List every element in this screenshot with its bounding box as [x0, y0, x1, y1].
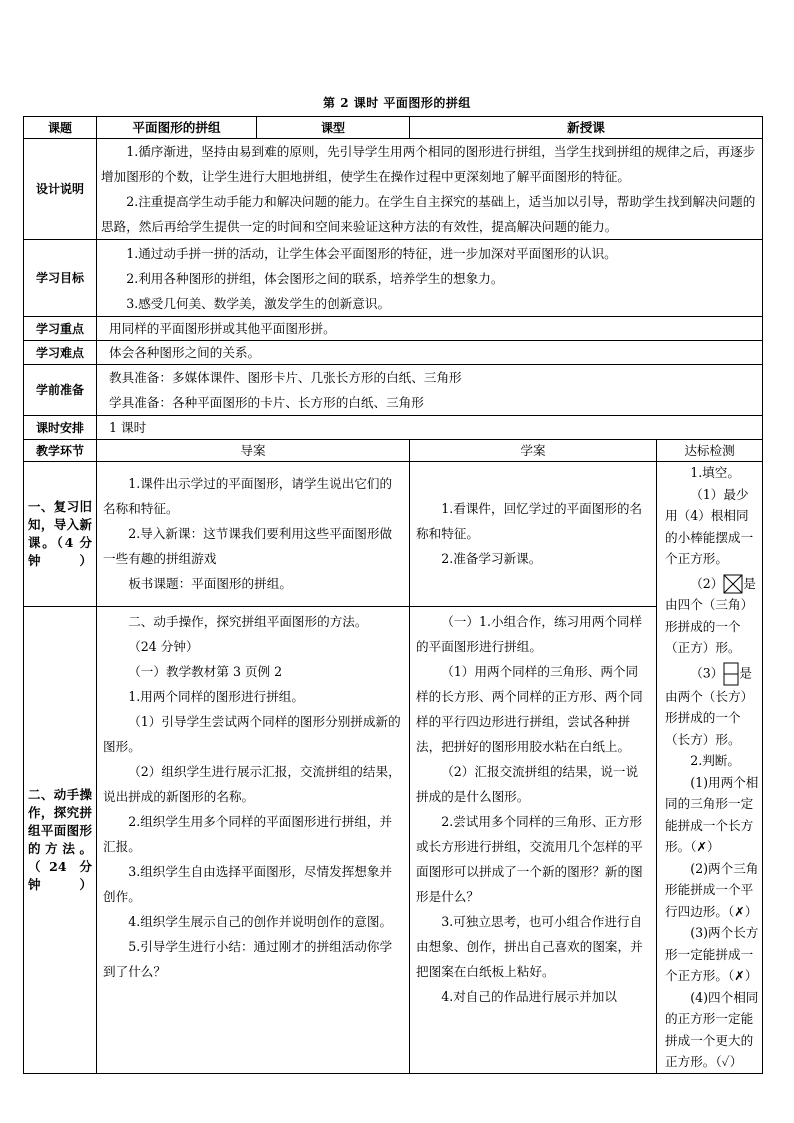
goals-row — [24, 240, 763, 317]
goals-label: 学习目标 — [24, 240, 97, 317]
column-header-row — [24, 440, 763, 462]
header-type-label: 课型 — [257, 117, 410, 139]
judge-title: 2.判断。 — [690, 753, 740, 768]
stage-2-study-line: 3.可独立思考，也可小组合作进行自由想象、创作，拼出自己喜欢的图案，并把图案在白纸板上粘好。 — [416, 913, 643, 979]
stage-2-guide-line: （24 分钟） — [128, 638, 199, 654]
column-header-study: 学案 — [410, 440, 657, 462]
goal-item: 3.感受几何美、数学美，激发学生的创新意识。 — [126, 295, 391, 311]
header-topic-label: 课题 — [24, 117, 97, 139]
goal-item: 2.利用各种图形的拼组，体会图形之间的联系，培养学生的想象力。 — [126, 270, 504, 286]
difficulty-row — [24, 341, 763, 365]
key-point-text: 用同样的平面图形拼或其他平面图形拼。 — [97, 317, 763, 341]
teacher-materials: 教具准备：多媒体课件、图形卡片、几张长方形的白纸、三角形 — [109, 370, 462, 385]
stage-1-row — [24, 462, 763, 607]
fill-question-3-prefix: （3） — [690, 665, 724, 680]
stage-2-guide-line: 3.组织学生自由选择平面图形，尽情发挥想象并创作。 — [103, 863, 393, 904]
stage-2-guide-line: 4.组织学生展示自己的创作并说明创作的意图。 — [128, 913, 393, 929]
column-header-check: 达标检测 — [657, 440, 763, 462]
stage-2-study-line: 2.尝试用多个同样的三角形、正方形或长方形进行拼组，交流用几个怎样的平面图形可以拼成了一个新的图形？新的图形是什么？ — [416, 813, 643, 904]
goals-content — [97, 240, 763, 317]
stage-2-guide-line: （一）教学教材第 3 页例 2 — [128, 663, 283, 679]
split-rectangle-icon — [723, 662, 739, 686]
prep-row — [24, 365, 763, 416]
judge-item-4: (4)四个相同的正方形一定能拼成一个更大的正方形。（✓） — [665, 989, 759, 1069]
schedule-text: 1 课时 — [97, 416, 763, 440]
design-paragraph-1: 1.循序渐进，坚持由易到难的原则，先引导学生用两个相同的图形进行拼组，当学生找到拼组的规律之后，再逐步增加图形的个数，让学生进行大胆地拼组，使学生在操作过程中更深刻地了解平面图形的特征。 — [101, 144, 756, 184]
stage-2-guide-line: （2）组织学生进行展示汇报，交流拼组的结果，说出拼成的新图形的名称。 — [103, 763, 401, 804]
design-paragraph-2: 2.注重提高学生动手能力和解决问题的能力。在学生自主探究的基础上，适当加以引导，帮助学生找到解决问题的思路，然后再给学生提供一定的时间和空间来验证这种方法的有效性，提高解决问题的能力。 — [101, 194, 756, 234]
stage-1-guide — [97, 462, 410, 607]
judge-item-2: (2)两个三角形能拼成一个平行四边形。（✗） — [665, 860, 759, 919]
header-type-value: 新授课 — [410, 117, 763, 139]
stage-2-guide-line: 二、动手操作，探究拼组平面图形的方法。 — [128, 613, 368, 629]
stage-2-guide-line: 1.用两个同样的图形进行拼组。 — [128, 688, 304, 704]
schedule-label: 课时安排 — [24, 416, 97, 440]
design-row — [24, 139, 763, 240]
stage-2-study — [410, 606, 657, 1073]
difficulty-text: 体会各种图形之间的关系。 — [97, 341, 763, 365]
fill-question-3 — [665, 662, 759, 751]
stage-2-row — [24, 606, 763, 1073]
stage-1-study-line: 2.准备学习新课。 — [441, 551, 542, 567]
stage-2-guide — [97, 606, 410, 1073]
key-point-label: 学习重点 — [24, 317, 97, 341]
stage-1-guide-line: 2.导入新课：这节课我们要利用这些平面图形做一些有趣的拼组游戏 — [103, 526, 393, 567]
column-header-stage: 教学环节 — [24, 440, 97, 462]
fill-question-2-text: 是由四个（三角）形拼成的一个（正方）形。 — [665, 575, 756, 655]
design-label: 设计说明 — [24, 139, 97, 240]
page-title: 第 2 课时 平面图形的拼组 — [323, 96, 471, 110]
stage-1-study-line: 1.看课件，回忆学过的平面图形的名称和特征。 — [416, 501, 643, 542]
square-diagonals-icon — [723, 574, 743, 594]
stage-2-study-line: （2）汇报交流拼组的结果，说一说拼成的是什么图形。 — [416, 763, 639, 804]
header-topic-value: 平面图形的拼组 — [97, 117, 257, 139]
fill-title: 1.填空。 — [690, 465, 740, 480]
design-content — [97, 139, 763, 240]
fill-question-2-prefix: （2） — [690, 575, 724, 591]
stage-2-name: 二、动手操作，探究拼组平面图形的方法。（24 分钟） — [24, 606, 97, 1073]
goal-item: 1.通过动手拼一拼的活动，让学生体会平面图形的特征，进一步加深对平面图形的认识。 — [126, 245, 617, 261]
stage-1-name: 一、复习旧知，导入新课。（4 分钟） — [24, 462, 97, 607]
stage-1-guide-line: 1.课件出示学过的平面图形，请学生说出它们的名称和特征。 — [103, 476, 393, 517]
judge-item-3: (3)两个长方形一定能拼成一个正方形。（✗） — [665, 925, 759, 983]
fill-question-1: （1）最少用（4）根相同的小棒能摆成一个正方形。 — [665, 486, 754, 566]
header-row — [24, 117, 763, 139]
stage-2-guide-line: （1）引导学生尝试两个同样的图形分别拼成新的图形。 — [103, 713, 401, 754]
fill-question-3-text: 是由两个（长方）形拼成的一个（长方）形。 — [665, 665, 754, 747]
stage-2-guide-line: 5.引导学生进行小结：通过刚才的拼组活动你学到了什么？ — [103, 938, 393, 979]
prep-content — [97, 365, 763, 416]
student-materials: 学具准备：各种平面图形的卡片、长方形的白纸、三角形 — [109, 395, 424, 410]
fill-question-2 — [665, 573, 759, 659]
prep-label: 学前准备 — [24, 365, 97, 416]
lesson-plan-table — [23, 116, 763, 1074]
key-point-row — [24, 317, 763, 341]
stage-1-guide-line: 板书课题：平面图形的拼组。 — [128, 576, 292, 592]
check-column — [657, 462, 763, 1074]
difficulty-label: 学习难点 — [24, 341, 97, 365]
judge-item-1: (1)用两个相同的三角形一定能拼成一个长方形。（✗） — [665, 774, 759, 854]
column-header-guide: 导案 — [97, 440, 410, 462]
stage-2-study-line: （一）1.小组合作，练习用两个同样的平面图形进行拼组。 — [416, 613, 643, 654]
stage-1-study — [410, 462, 657, 607]
stage-2-guide-line: 2.组织学生用多个同样的平面图形进行拼组，并汇报。 — [103, 813, 393, 854]
schedule-row — [24, 416, 763, 440]
stage-2-study-line: 4.对自己的作品进行展示并加以 — [441, 988, 617, 1004]
stage-2-study-line: （1）用两个同样的三角形、两个同样的长方形、两个同样的正方形、两个同样的平行四边形进行拼组，尝试各种拼法，把拼好的图形用胶水粘在白纸上。 — [416, 663, 643, 754]
